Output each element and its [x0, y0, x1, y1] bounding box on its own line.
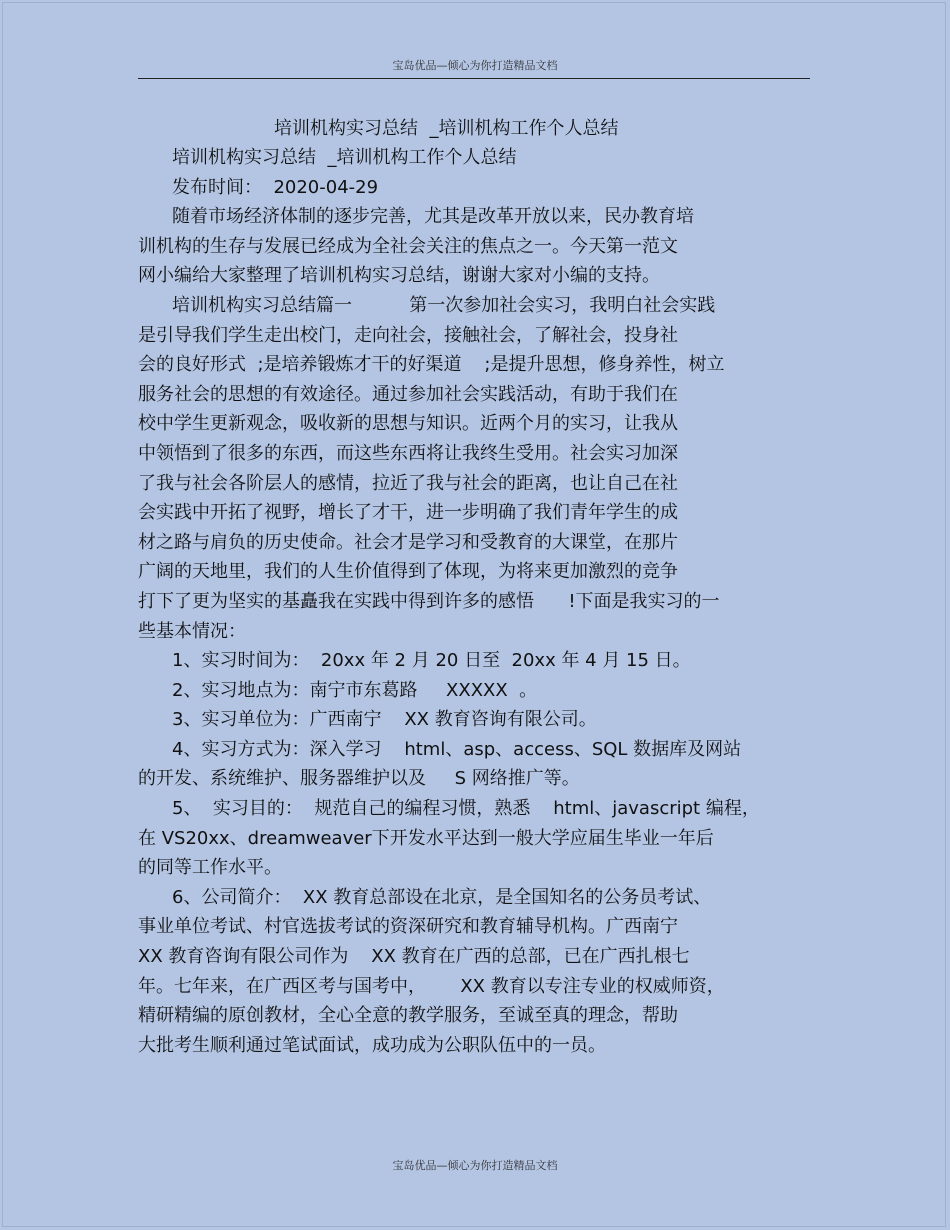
body-text-line: 网小编给大家整理了培训机构实习总结，谢谢大家对小编的支持。 [138, 265, 660, 287]
page-footer: 宝岛优品—倾心为你打造精品文档 [392, 1159, 558, 1172]
body-text-line: 5、 实习目的： 规范自己的编程习惯，熟悉 html、javascript 编程， [172, 798, 760, 820]
body-text-line: 4、实习方式为：深入学习 html、asp、access、SQL 数据库及网站 [172, 738, 742, 760]
body-text-line: 1、实习时间为： 20xx 年 2 月 20 日至 20xx 年 4 月 15 日。 [172, 650, 691, 672]
body-text-line: 事业单位考试、村官选拔考试的资深研究和教育辅导机构。广西南宁 [138, 916, 678, 938]
body-text-line: 会实践中开拓了视野，增长了才干，进一步明确了我们青年学生的成 [138, 502, 678, 524]
body-text-line: 随着市场经济体制的逐步完善，尤其是改革开放以来，民办教育培 [172, 206, 694, 228]
body-text-line: XX 教育咨询有限公司作为 XX 教育在广西的总部，已在广西扎根七 [138, 946, 690, 968]
body-text-line: 了我与社会各阶层人的感情，拉近了我与社会的距离，也让自己在社 [138, 472, 678, 494]
body-text-line: 材之路与肩负的历史使命。社会才是学习和受教育的大课堂，在那片 [138, 531, 678, 553]
body-text-line: 服务社会的思想的有效途径。通过参加社会实践活动，有助于我们在 [138, 383, 678, 405]
body-text-line: 打下了更为坚实的基矗我在实践中得到许多的感悟 !下面是我实习的一 [138, 590, 720, 612]
document-body [138, 143, 798, 1060]
body-text-line: 会的良好形式 ;是培养锻炼才干的好渠道 ;是提升思想，修身养性，树立 [138, 354, 725, 376]
body-text-line: 校中学生更新观念，吸收新的思想与知识。近两个月的实习，让我从 [138, 413, 678, 435]
body-text-line: 精研精编的原创教材，全心全意的教学服务，至诚至真的理念，帮助 [138, 1005, 678, 1027]
body-text-line: 3、实习单位为：广西南宁 XX 教育咨询有限公司。 [172, 709, 597, 731]
body-text-line: 大批考生顺利通过笔试面试，成功成为公职队伍中的一员。 [138, 1034, 606, 1056]
page-header: 宝岛优品—倾心为你打造精品文档 [392, 59, 558, 72]
body-text-line: 的开发、系统维护、服务器维护以及 S 网络推广等。 [138, 768, 580, 790]
header-divider [138, 78, 810, 79]
body-text-line: 培训机构实习总结篇一 第一次参加社会实习，我明白社会实践 [172, 294, 716, 316]
body-text-line: 的同等工作水平。 [138, 857, 282, 879]
body-text-line: 是引导我们学生走出校门，走向社会，接触社会，了解社会，投身社 [138, 324, 678, 346]
body-text-line: 年。七年来，在广西区考与国考中， XX 教育以专注专业的权威师资， [138, 975, 725, 997]
body-text-line: 6、公司简介： XX 教育总部设在北京，是全国知名的公务员考试、 [172, 886, 712, 908]
body-text-line: 些基本情况： [138, 620, 246, 642]
document-title: 培训机构实习总结 _培训机构工作个人总结 [274, 118, 619, 139]
body-text-line: 训机构的生存与发展已经成为全社会关注的焦点之一。今天第一范文 [138, 235, 678, 257]
body-text-line: 在 VS20xx、dreamweaver下开发水平达到一般大学应届生毕业一年后 [138, 827, 714, 849]
body-text-line: 广阔的天地里，我们的人生价值得到了体现，为将来更加激烈的竞争 [138, 561, 678, 583]
body-text-line: 发布时间： 2020-04-29 [172, 176, 379, 198]
body-text-line: 培训机构实习总结 _培训机构工作个人总结 [172, 147, 517, 168]
body-text-line: 2、实习地点为：南宁市东葛路 XXXXX 。 [172, 679, 538, 701]
body-text-line: 中领悟到了很多的东西，而这些东西将让我终生受用。社会实习加深 [138, 442, 678, 464]
